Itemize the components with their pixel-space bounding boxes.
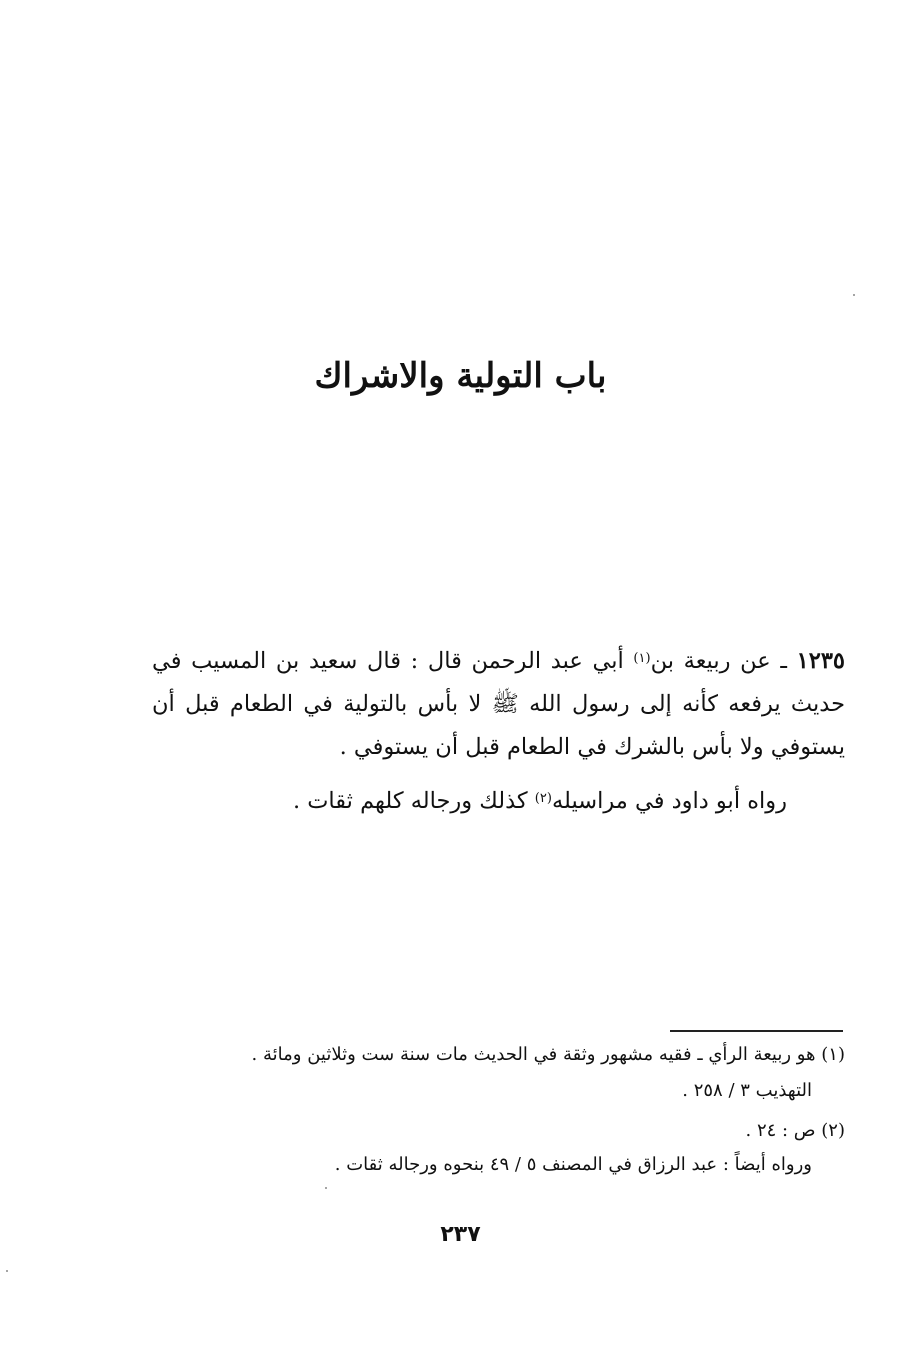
scan-speck	[325, 1187, 327, 1189]
chapter-title: باب التولية والاشراك	[314, 356, 607, 396]
footnote-separator-line	[670, 1030, 843, 1032]
footnote-ref-2: (٢)	[534, 791, 552, 806]
takhrij-paragraph	[152, 786, 787, 816]
hadith-text-part2: أبي عبد الرحمن قال : قال سعيد بن المسيب في حديث يرفعه كأنه إلى رسول الله ﷺ لا بأس بالتولية في الطعام قبل أن يستوفي ولا بأس بالشرك في الطعام قبل أن يستوفي .	[152, 648, 845, 760]
hadith-text-part1: عن ربيعة بن	[650, 648, 771, 674]
footnote-ref-1: (١)	[633, 651, 651, 666]
scan-speck	[6, 1270, 8, 1272]
footnote-2-line-1: (٢) ص : ٢٤ .	[745, 1120, 845, 1141]
hadith-number: ١٢٣٥	[796, 648, 845, 674]
hadith-paragraph	[152, 640, 845, 769]
hadith-separator: ـ	[770, 648, 797, 674]
page-number: ٢٣٧	[440, 1222, 481, 1247]
scan-speck	[853, 294, 855, 296]
takhrij-part1: رواه أبو داود في مراسيله	[551, 788, 787, 814]
footnote-1-line-2: التهذيب ٣ / ٢٥٨ .	[682, 1080, 812, 1101]
takhrij-part2: كذلك ورجاله كلهم ثقات .	[292, 788, 535, 814]
footnote-2-line-2: ورواه أيضاً : عبد الرزاق في المصنف ٥ / ٤٩ بنحوه ورجاله ثقات .	[334, 1154, 812, 1175]
footnote-1-line-1: (١) هو ربيعة الرأي ـ فقيه مشهور وثقة في الحديث مات سنة ست وثلاثين ومائة .	[251, 1044, 845, 1065]
